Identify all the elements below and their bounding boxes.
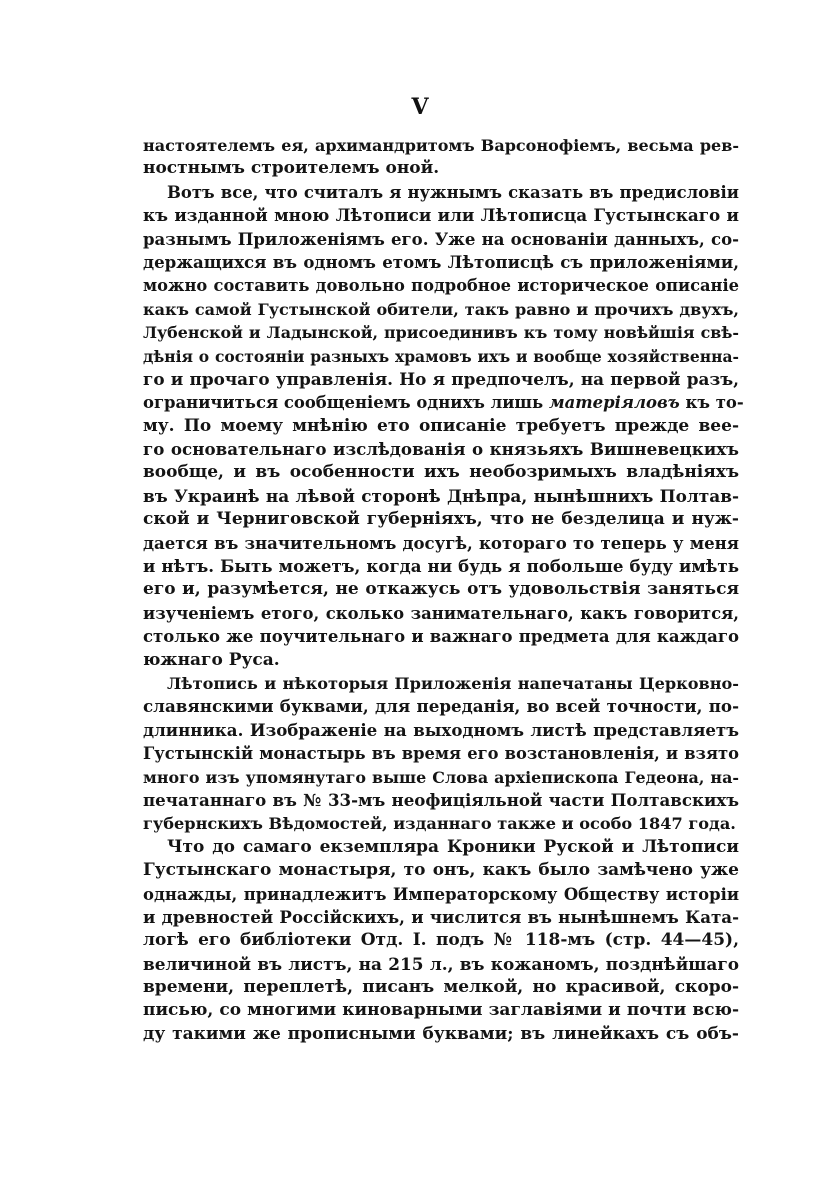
- text-line: длинника. Изображеніе на выходномъ листѣ представляетъ: [143, 719, 739, 740]
- text-line: Густынскій монастырь въ время его возстановленія, и взято: [143, 744, 739, 764]
- text-line: изученіемъ етого, сколько занимательнаго, какъ говорится,: [143, 603, 739, 623]
- text-line: его и, разумѣется, не откажусь отъ удовольствія заняться: [143, 579, 739, 600]
- text-line: можно составить довольно подробное историческое описаніе: [143, 276, 739, 296]
- text-line: дается въ значительномъ досугѣ, котораго то теперь у меня: [143, 532, 739, 553]
- text-line: и древностей Россійскихъ, и числится въ нынѣшнемъ Ката-: [143, 906, 739, 927]
- text-line: писью, со многими киноварными заглавіями и почти всю-: [143, 1000, 739, 1021]
- text-line: ограничиться сообщеніемъ однихъ лишь матеріяловъ къ то-: [143, 393, 744, 413]
- text-line: вообще, и въ особенности ихъ необозримыхъ владѣніяхъ: [143, 462, 739, 483]
- text-line: Что до самаго екземпляра Кроники Руской и Лѣтописи: [167, 836, 739, 857]
- text-line: го основательнаго изслѣдованія о князьяхъ Вишневецкихъ: [143, 439, 739, 460]
- page-number: V: [411, 94, 429, 120]
- text-line: разнымъ Приложеніямъ его. Уже на основаніи данныхъ, со-: [143, 228, 739, 249]
- emphasized-word: матеріяловъ: [548, 393, 680, 413]
- text-line: губернскихъ Вѣдомостей, изданнаго также и особо 1847 года.: [143, 814, 736, 834]
- text-line: держащихся въ одномъ етомъ Лѣтописцѣ съ приложеніями,: [143, 251, 739, 272]
- text-line: ской и Черниговской губерніяхъ, что не безделица и нуж-: [143, 509, 739, 530]
- text-line: однажды, принадлежитъ Императорскому Обществу исторіи: [143, 884, 739, 904]
- text-line: печатаннаго въ № 33-мъ неофиціяльной части Полтавскихъ: [143, 789, 739, 810]
- text-line: Вотъ все, что считалъ я нужнымъ сказать въ предисловіи: [167, 182, 739, 202]
- text-line: въ Украинѣ на лѣвой сторонѣ Днѣпра, нынѣшнихъ Полтав-: [143, 485, 739, 506]
- text-line: ностнымъ строителемъ оной.: [143, 158, 440, 179]
- text-line: Лубенской и Ладынской, присоединивъ къ тому новѣйшія свѣ-: [143, 323, 739, 343]
- text-line: славянскими буквами, для переданія, во всей точности, по-: [143, 696, 739, 717]
- text-line: Лѣтопись и нѣкоторыя Приложенія напечатаны Церковно-: [167, 673, 739, 693]
- text-line: логѣ его библіотеки Отд. I. подъ № 118-мъ (стр. 44—45),: [143, 930, 739, 951]
- body-text: [143, 134, 744, 1046]
- text-line: ду такими же прописными буквами; въ линейкахъ съ объ-: [143, 1023, 739, 1044]
- text-line: къ изданной мною Лѣтописи или Лѣтописца Густынскаго и: [143, 205, 739, 226]
- text-line: го и прочаго управленія. Но я предпочелъ, на первой разъ,: [143, 368, 739, 389]
- text-line: величиной въ листъ, на 215 л., въ кожаномъ, позднѣйшаго: [143, 953, 739, 974]
- text-line: му. По моему мнѣнію ето описаніе требуетъ прежде вее-: [143, 415, 739, 436]
- text-line: дѣнія о состояніи разныхъ храмовъ ихъ и вообще хозяйственна-: [143, 346, 739, 366]
- text-line: южнаго Руса.: [143, 649, 280, 670]
- text-line: какъ самой Густынской обители, такъ равно и прочихъ двухъ,: [143, 299, 739, 319]
- text-line: и нѣтъ. Быть можетъ, когда ни будь я побольше буду имѣть: [143, 556, 739, 577]
- text-line: Густынскаго монастыря, то онъ, какъ было замѣчено уже: [143, 860, 739, 881]
- text-line: настоятелемъ ея, архимандритомъ Варсонофіемъ, весьма рев-: [143, 136, 739, 155]
- text-line: времени, переплетѣ, писанъ мелкой, но красивой, скоро-: [143, 977, 739, 998]
- text-line: столько же поучительнаго и важнаго предмета для каждаго: [143, 626, 739, 647]
- text-line: много изъ упомянутаго выше Слова архіепископа Гедеона, на-: [143, 767, 739, 787]
